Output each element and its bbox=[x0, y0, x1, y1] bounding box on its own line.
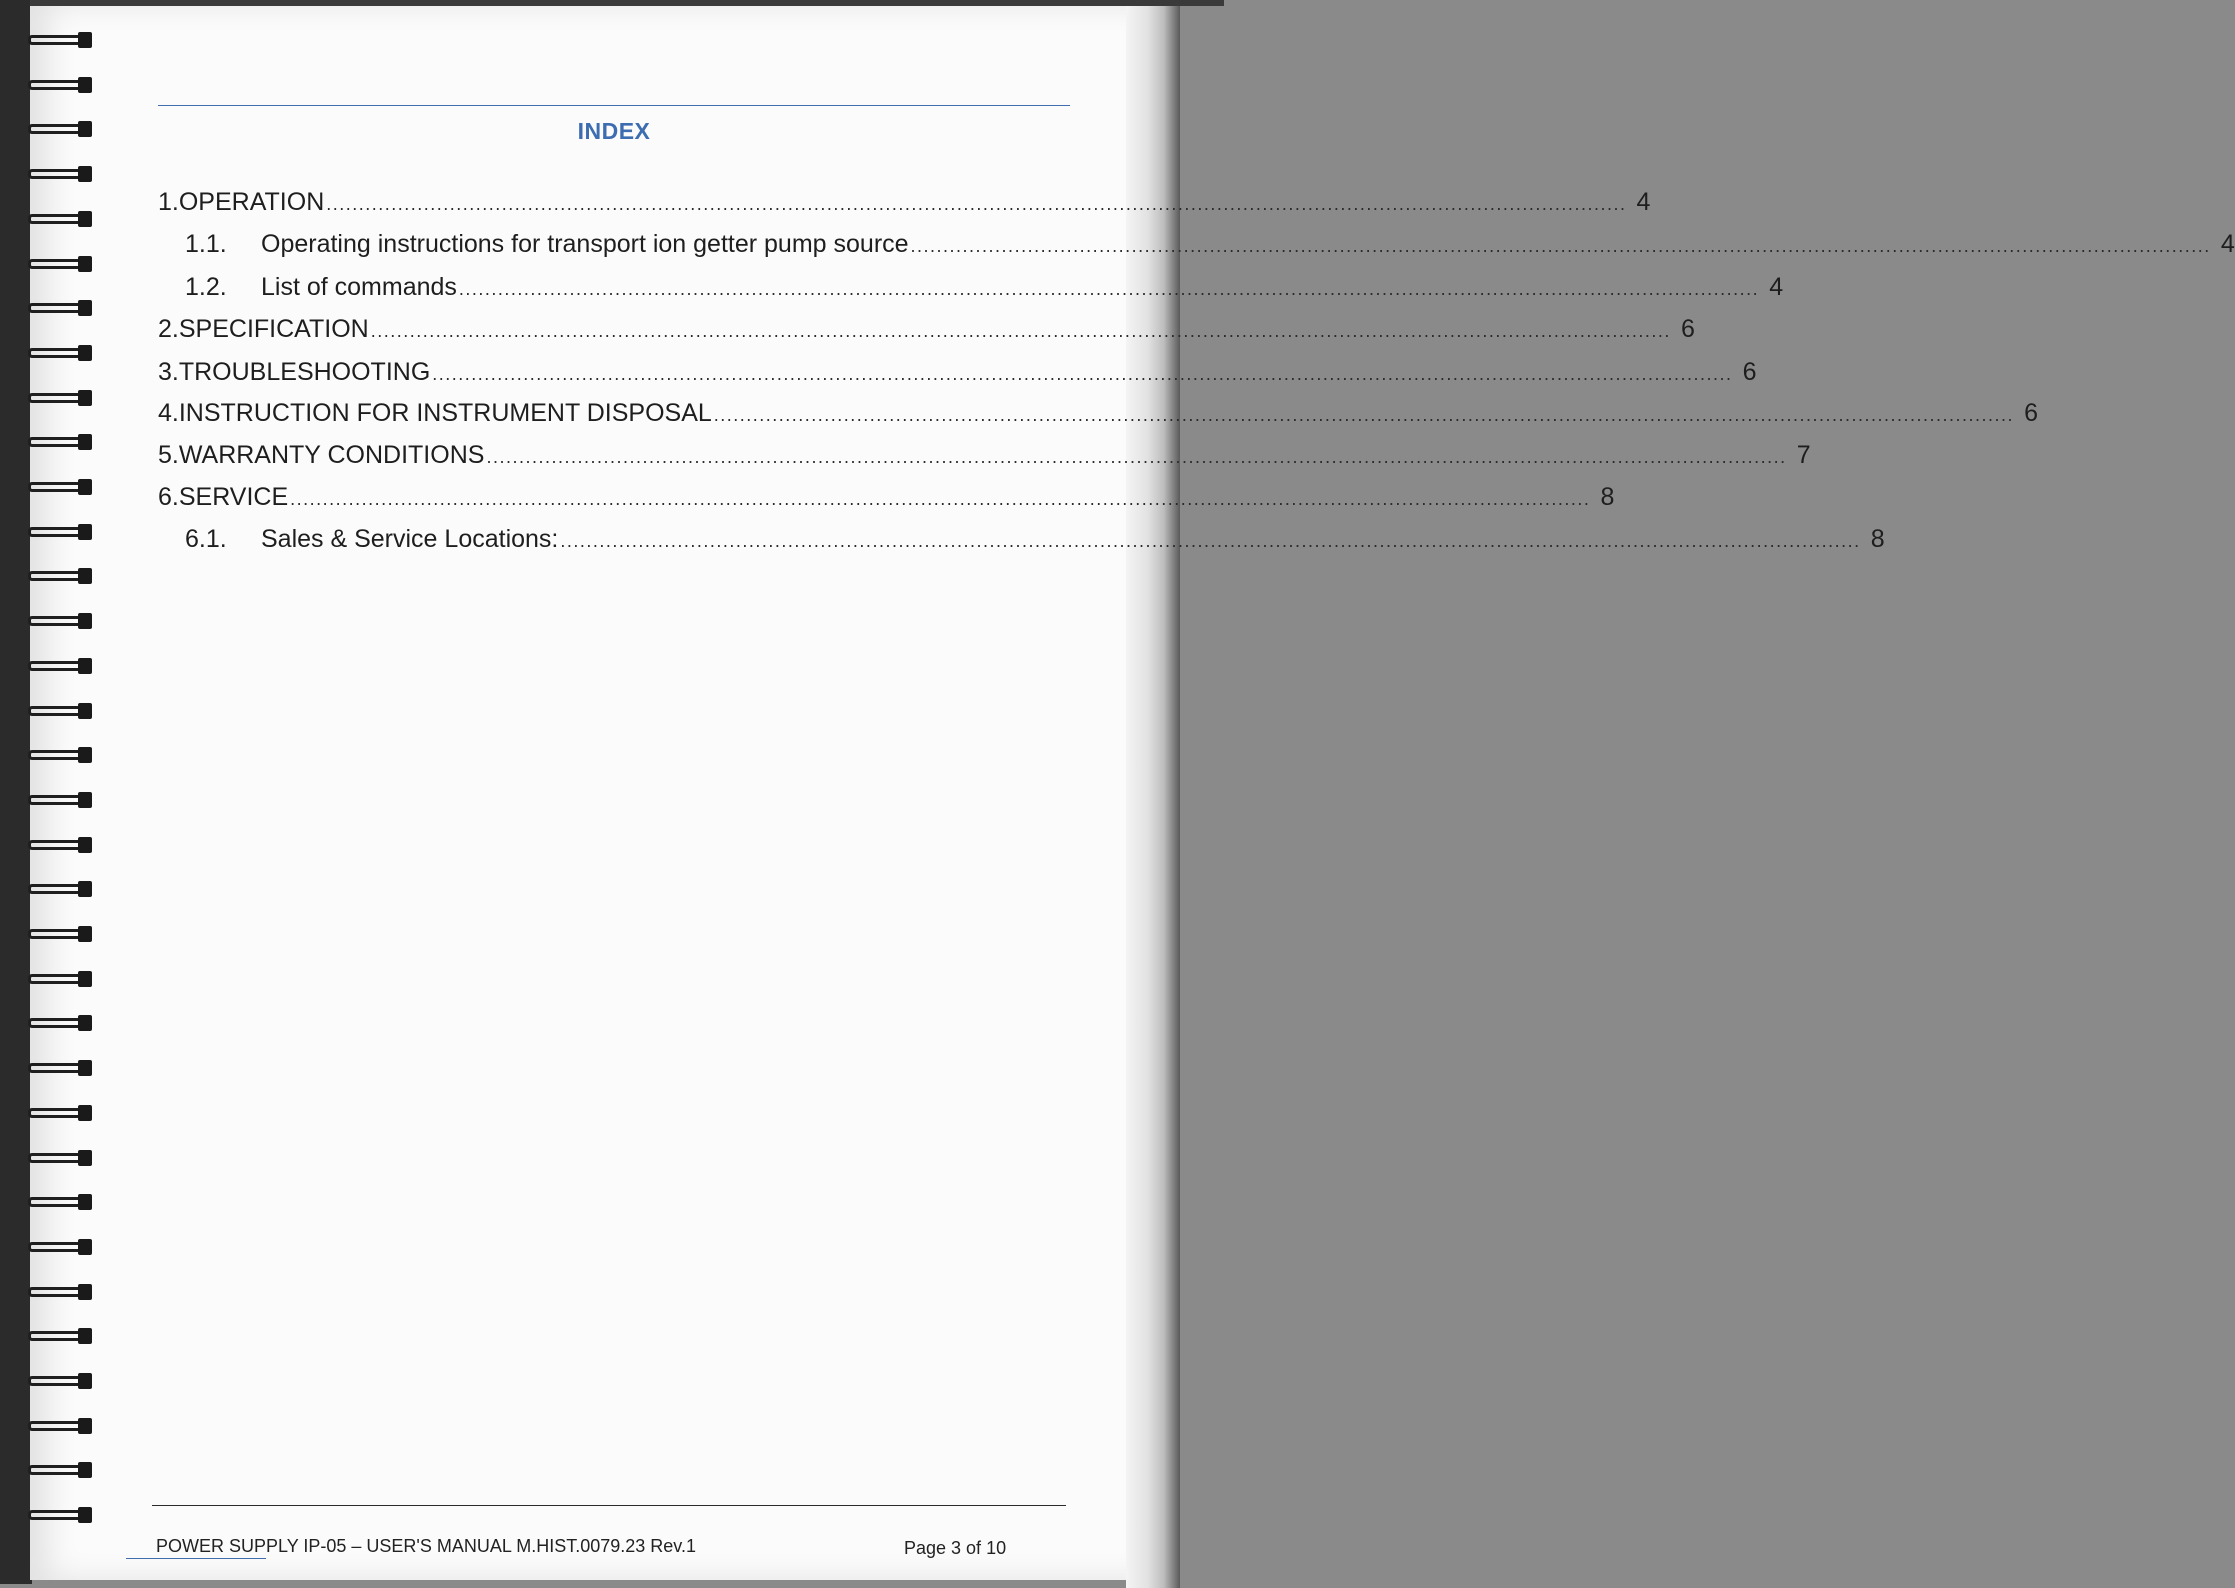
toc-leader: ........................................................................................................................................................................................................ bbox=[910, 236, 2211, 256]
toc-number: 2. bbox=[158, 315, 179, 343]
spiral-coil bbox=[28, 343, 98, 363]
footer-page-number: Page 3 of 10 bbox=[904, 1538, 1007, 1558]
spiral-coil bbox=[28, 522, 98, 542]
spiral-coil bbox=[28, 611, 98, 631]
toc-leader: ........................................................................................................................................................................................................ bbox=[290, 489, 1591, 509]
toc-page: 6 bbox=[2024, 399, 2038, 427]
toc-entry-troubleshooting[interactable] bbox=[158, 358, 1757, 394]
toc-leader: ........................................................................................................................................................................................................ bbox=[432, 364, 1733, 384]
toc-title: INSTRUCTION FOR INSTRUMENT DISPOSAL bbox=[178, 399, 712, 427]
toc-title: Sales & Service Locations: bbox=[261, 525, 559, 553]
spiral-coil bbox=[28, 790, 98, 810]
spiral-coil bbox=[28, 1013, 98, 1033]
toc-number: 1.2. bbox=[185, 273, 227, 301]
spiral-coil bbox=[28, 1103, 98, 1123]
spiral-coil bbox=[28, 1460, 98, 1480]
toc-leader: ........................................................................................................................................................................................................ bbox=[326, 194, 1627, 214]
spiral-coil bbox=[28, 209, 98, 229]
toc-leader: ........................................................................................................................................................................................................ bbox=[486, 447, 1787, 467]
toc-number: 1.1. bbox=[185, 230, 227, 258]
spiral-coil bbox=[28, 164, 98, 184]
spiral-coil bbox=[28, 1148, 98, 1168]
toc-page: 6 bbox=[1681, 315, 1695, 343]
spiral-coil bbox=[28, 835, 98, 855]
toc-title: List of commands bbox=[261, 273, 457, 301]
toc-title: Operating instructions for transport ion getter pump source bbox=[261, 230, 909, 258]
toc-entry-service[interactable] bbox=[158, 483, 1615, 519]
spiral-coil bbox=[28, 388, 98, 408]
toc-entry-disposal[interactable] bbox=[158, 399, 2038, 435]
index-title: INDEX bbox=[577, 118, 651, 144]
spiral-coil bbox=[28, 1505, 98, 1525]
toc-entry-sales-service-locations[interactable] bbox=[158, 525, 1885, 561]
toc-entry-operating-instructions[interactable] bbox=[158, 230, 2235, 266]
toc-number: 3. bbox=[158, 358, 179, 386]
toc-number: 6.1. bbox=[185, 525, 227, 553]
toc-number: 6. bbox=[158, 483, 179, 511]
spiral-coil bbox=[28, 30, 98, 50]
toc-page: 7 bbox=[1796, 441, 1811, 469]
toc-leader: ........................................................................................................................................................................................................ bbox=[370, 321, 1671, 341]
spiral-coil bbox=[28, 1192, 98, 1212]
spiral-coil bbox=[28, 477, 98, 497]
toc-page: 4 bbox=[1636, 188, 1651, 216]
toc-leader: ........................................................................................................................................................................................................ bbox=[560, 531, 1861, 551]
spiral-coil bbox=[28, 1282, 98, 1302]
toc-page: 8 bbox=[1870, 525, 1885, 553]
spiral-coil bbox=[28, 119, 98, 139]
toc-title: OPERATION bbox=[178, 188, 325, 216]
spiral-coil bbox=[28, 75, 98, 95]
header-rule bbox=[158, 105, 1070, 106]
spiral-coil bbox=[28, 701, 98, 721]
spiral-coil bbox=[28, 745, 98, 765]
toc-entry-list-of-commands[interactable] bbox=[158, 273, 1784, 309]
toc-page: 4 bbox=[1769, 273, 1784, 301]
toc-number: 1. bbox=[158, 188, 179, 216]
toc-page: 4 bbox=[2220, 230, 2235, 258]
spiral-coil bbox=[28, 1058, 98, 1078]
toc-page: 6 bbox=[1742, 358, 1757, 386]
page-top-edge bbox=[30, 0, 1224, 6]
spiral-coil bbox=[28, 924, 98, 944]
spiral-coil bbox=[28, 432, 98, 452]
toc-number: 4. bbox=[158, 399, 179, 427]
spiral-coil bbox=[28, 566, 98, 586]
toc-number: 5. bbox=[158, 441, 179, 469]
footer-link-underline bbox=[126, 1558, 266, 1559]
spiral-coil bbox=[28, 254, 98, 274]
toc-leader: ........................................................................................................................................................................................................ bbox=[713, 405, 2014, 425]
spiral-coil bbox=[28, 1326, 98, 1346]
toc-title: WARRANTY CONDITIONS bbox=[178, 441, 485, 469]
spiral-binding bbox=[28, 30, 108, 1550]
toc-title: TROUBLESHOOTING bbox=[178, 358, 431, 386]
toc-title: SPECIFICATION bbox=[178, 315, 369, 343]
footer-rule bbox=[152, 1505, 1066, 1506]
toc-entry-specification[interactable] bbox=[158, 315, 1695, 351]
toc-leader: ........................................................................................................................................................................................................ bbox=[458, 279, 1760, 299]
toc-entry-operation[interactable] bbox=[158, 188, 1651, 224]
toc-page: 8 bbox=[1600, 483, 1615, 511]
toc-entry-warranty[interactable] bbox=[158, 441, 1811, 477]
toc-title: SERVICE bbox=[178, 483, 289, 511]
spiral-coil bbox=[28, 879, 98, 899]
spiral-coil bbox=[28, 298, 98, 318]
spiral-coil bbox=[28, 656, 98, 676]
footer-document-id: POWER SUPPLY IP-05 – USER'S MANUAL M.HIST.0079.23 Rev.1 bbox=[156, 1536, 696, 1556]
spiral-coil bbox=[28, 1416, 98, 1436]
spiral-coil bbox=[28, 969, 98, 989]
spiral-coil bbox=[28, 1237, 98, 1257]
spiral-coil bbox=[28, 1371, 98, 1391]
